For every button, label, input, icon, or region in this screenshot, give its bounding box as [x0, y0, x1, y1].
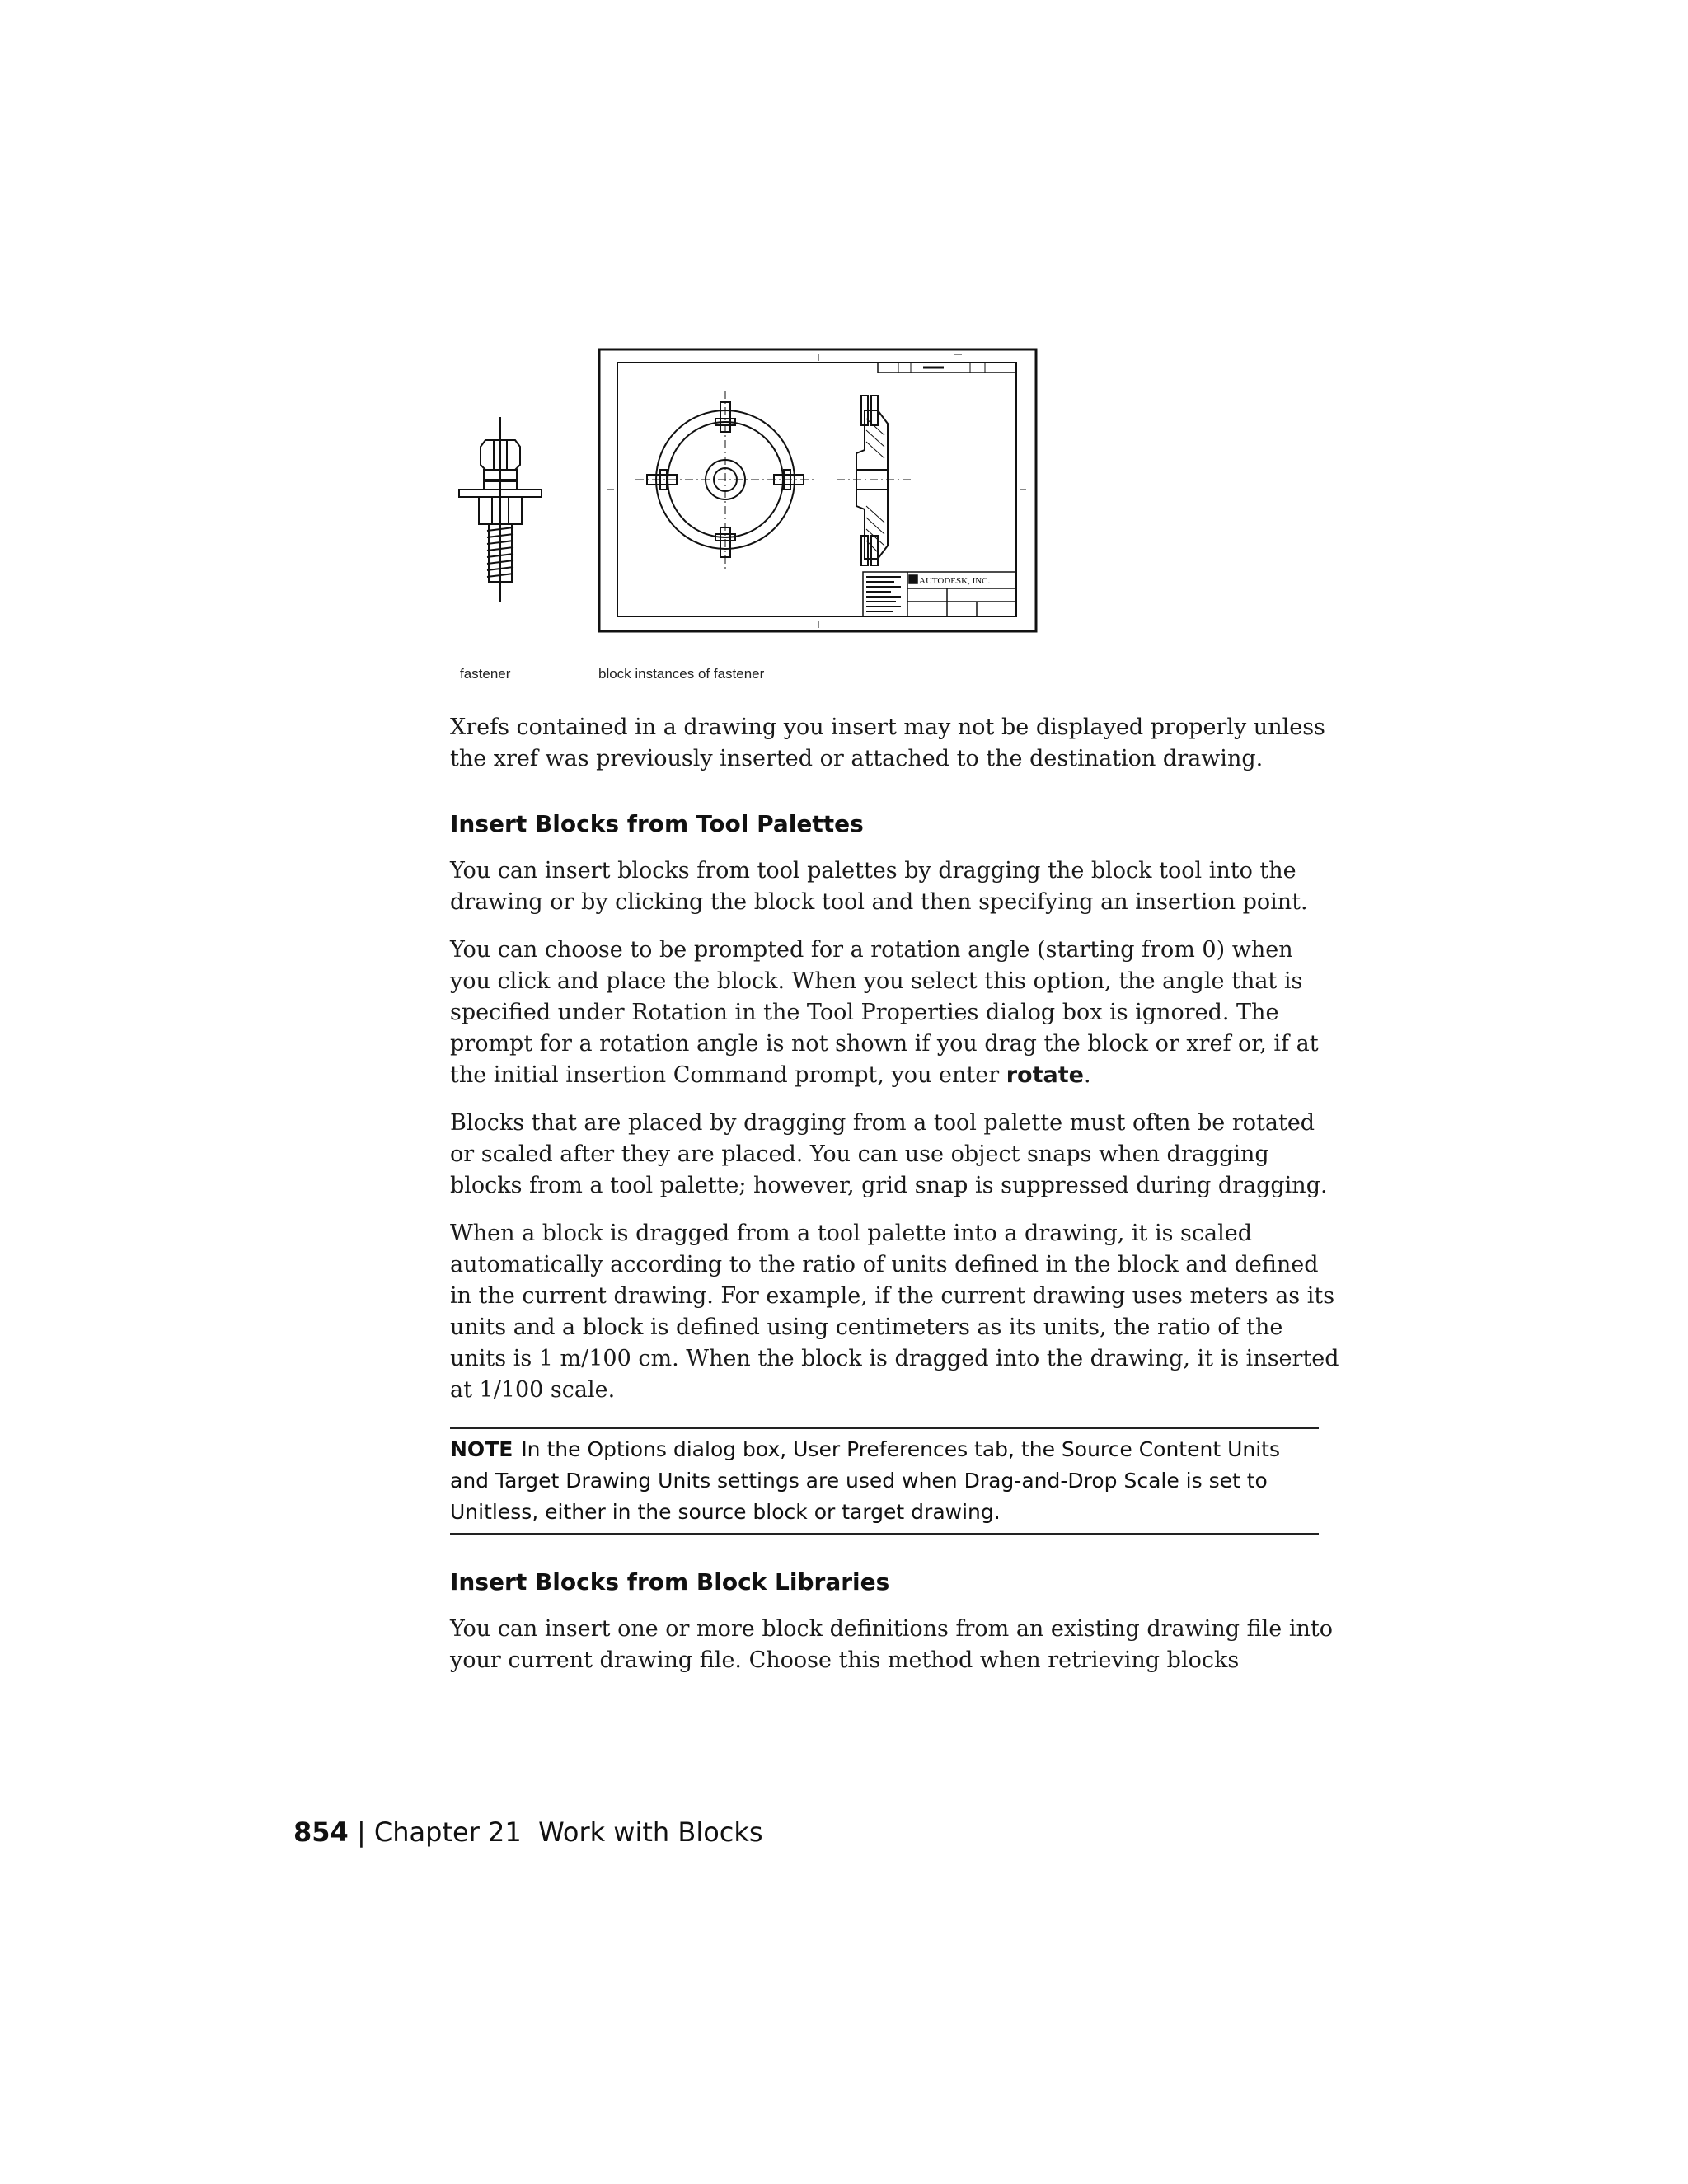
paragraph-rotate-scale: [450, 1108, 1340, 1202]
paragraph-p2-end: .: [1083, 1062, 1091, 1088]
note-box: [450, 1427, 1319, 1535]
paragraph-xrefs-text: Xrefs contained in a drawing you insert may not be displayed properly unless the xref was previously inserted or attached to the destination drawing.: [450, 715, 1325, 771]
figure-caption-fastener: fastener: [460, 666, 511, 682]
paragraph-xrefs: [450, 712, 1340, 775]
command-rotate: rotate: [1006, 1062, 1084, 1088]
footer-separator: |: [356, 1816, 366, 1848]
flange-front-view: [635, 391, 815, 569]
note-text: In the Options dialog box, User Preferences tab, the Source Content Units and Target Drawing Units settings are used when Drag-and-Drop Scale is set to Unitless, either in the source block or target drawing.: [450, 1437, 1281, 1524]
page-footer: [293, 1816, 763, 1848]
paragraph-auto-scale: [450, 1218, 1340, 1406]
paragraph-p2-text: [450, 935, 1340, 1091]
titleblock-company-label: AUTODESK, INC.: [919, 576, 991, 586]
paragraph-rotation-prompt: [450, 935, 1340, 1091]
paragraph-insert-from-palettes: [450, 855, 1340, 918]
heading-tool-palettes: Insert Blocks from Tool Palettes: [450, 810, 864, 837]
fastener-block: [459, 417, 542, 602]
figure-caption-block-instances: block instances of fastener: [598, 666, 765, 682]
note-label: NOTE: [450, 1437, 513, 1461]
paragraph-p5-text: You can insert one or more block definitions from an existing drawing file into your current drawing file. Choose this method when retrieving blocks: [450, 1616, 1333, 1673]
paragraph-p1-text: You can insert blocks from tool palettes by dragging the block tool into the drawing or by clicking the block tool and then specifying an insertion point.: [450, 858, 1308, 915]
fastener-figure: [449, 344, 1059, 691]
paragraph-p2-main: You can choose to be prompted for a rotation angle (starting from 0) when you click and place the block. When you select this option, the angle that is specified under Rotation in the Tool Properties dialog box is ignored. The prompt for a rotation angle is not shown if you drag the block or xref or, if at the initial insertion Command prompt, you enter: [450, 937, 1319, 1088]
page-number: 854: [293, 1816, 349, 1848]
footer-chapter: Chapter 21: [373, 1816, 522, 1848]
paragraph-p3-text: Blocks that are placed by dragging from a tool palette must often be rotated or scaled after they are placed. You can use object snaps when dragging blocks from a tool palette; however, grid snap is suppressed during dragging.: [450, 1110, 1328, 1198]
heading-block-libraries: Insert Blocks from Block Libraries: [450, 1568, 890, 1596]
paragraph-block-libraries: [450, 1614, 1340, 1676]
drawing-sheet: [599, 349, 1036, 631]
flange-side-view: [837, 396, 911, 565]
footer-chapter-title: Work with Blocks: [538, 1816, 763, 1848]
paragraph-p4-text: When a block is dragged from a tool palette into a drawing, it is scaled automatically according to the ratio of units defined in the block and defined in the current drawing. For example, if the current drawing uses meters as its units and a block is defined using centimeters as its units, the ratio of the units is 1 m/100 cm. When the block is dragged into the drawing, it is inserted at 1/100 scale.: [450, 1221, 1339, 1403]
fastener-drawing: [449, 344, 1059, 691]
